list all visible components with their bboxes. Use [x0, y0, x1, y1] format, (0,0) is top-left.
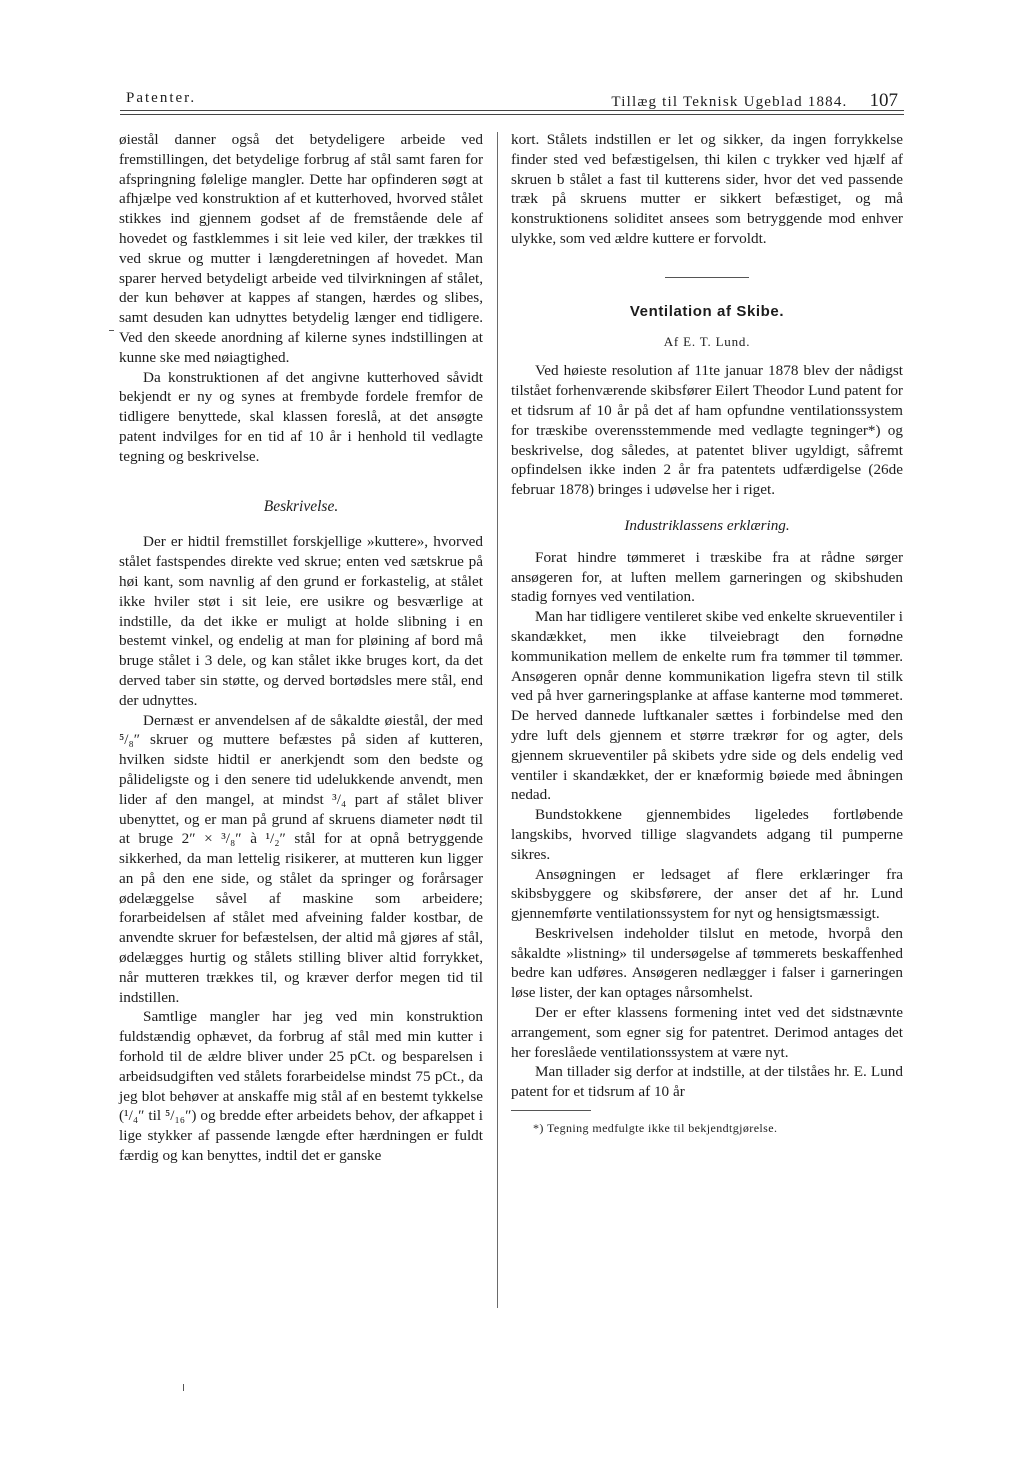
article-title: Ventilation af Skibe. [629, 302, 785, 320]
paragraph: Dernæst er anvendelsen af de såkaldte øiestål, der med ⁵/₈″ skruer og muttere befæstes på siden af kutteren, hvilken sidste hidtil er anerkjendt som den bedste og pålideligste og i den senere tid udelukkende anvendt, men lider af den mangel, at mindst ³/₄ part af stålet bliver ubenyttet, og er man på grund af skruens diameter nødt til at bruge 2″ × ³/₈″ à ¹/₂″ stål for at opnå betryggende sikkerhed, da man lettelig risikerer, at mutteren kun ligger an på den ene side, og stålet da springer og forårsager ødelæggelse såvel af maskine som arbeidere; forarbeidelsen af stålet med afveining falder kostbar, de anvendte skruer for befæstelsen, der altid må gjøres af stål, ødelægges hurtig og stålets stilling bliver altid forrykket, når mutteren trækkes til, og kræver derfor megen tid til indstillen. [119, 711, 483, 1006]
right-column [511, 130, 903, 1139]
paragraph: øiestål danner også det betydeligere arbeide ved fremstillingen, det betydelige forbrug af stål samt faren for afspringning følelige mangler. Dette har opfinderen søgt at afhjælpe ved konstruktion af et kutterhoved, hvorved stålet stikkes ind gjennem godset af de fremstående dele af hovedet og fastklemmes i sit leie ved kiler, der trækkes til ved skrue og mutter i længderetningen af hovedet. Man sparer herved betydeligt arbeide ved tilvirkningen af stålet, der kun behøver at kappes af stangen, hærdes og slibes, samt desuden kan udnyttes betydelig længer end tidligere. Ved den skeede anordning af kilerne synes indstillingen at kunne ske med nøiagtighed. [119, 131, 483, 366]
running-header [120, 86, 904, 112]
page-number: 107 [869, 90, 898, 111]
journal-name: Tillæg til Teknisk Ugeblad 1884. [611, 94, 848, 110]
column-divider [497, 132, 498, 1308]
paragraph: Forat hindre tømmeret i træskibe fra at rådne sørger ansøgeren for, at luften mellem garneringen og skibshuden stadig fornyes ved ventilation. [511, 548, 903, 606]
section-heading: Beskrivelse. [263, 497, 339, 515]
paragraph: Bundstokkene gjennembides ligeledes fortløbende langskibs, hvorved tillige slagvandets adgang til pumperne sikres. [511, 806, 903, 863]
paragraph: Ansøgningen er ledsaget af flere erklæringer fra skibsbyggere og skibsførere, der anser det af hr. Lund gjennemførte ventilationssystem for nyt og hensigtsmæssigt. [511, 865, 903, 923]
paragraph: Ved høieste resolution af 11te januar 1878 blev der nådigst tilstået forhenværende skibsfører Eilert Theodor Lund patent for et tidsrum af 10 år på det af ham opfundne ventilationssystem for træskibe overensstemmende med vedlagte tegninger*) og beskrivelse, dog således, at patentet bliver ugyldigt, såfremt opfindelsen ikke inden 2 år fra patentets udfærdigelse (26de februar 1878) bringes i udøvelse her i riget. [511, 362, 903, 499]
byline: Af E. T. Lund. [663, 333, 751, 349]
publication-title [611, 90, 898, 112]
paragraph: Da konstruktionen af det angivne kutterhoved såvidt bekjendt er ny og synes at frembyde fordele fremfor de tidligere benyttede, skal klassen foreslå, at det ansøgte patent indvilges for en tid af 10 år i henhold til vedlagte tegning og beskrivelse. [119, 368, 483, 465]
margin-mark [109, 330, 114, 331]
paragraph: Der er hidtil fremstillet forskjellige »kuttere», hvorved stålet fastspendes direkte ved skrue; enten ved sætskrue på høi kant, som navnlig af den grund er forkastelig, at stålet ikke hviler støt i sit leie, ere usikre og besværlige at indstille, da det ikke er muligt at holde slibning i en bestemt vinkel, og endelig at man for pløining af bord må bruge stålet i 3 dele, og kan stålet ikke bruges kort, da det derved taber sin støtte, og derved bortødsles mere stål, end der udnyttes. [119, 533, 483, 709]
footnote: *) Tegning medfulgte ikke til bekjendtgjørelse. [533, 1121, 778, 1136]
paragraph: Man tillader sig derfor at indstille, at der tilståes hr. E. Lund patent for et tidsrum af 10 år [511, 1063, 903, 1101]
subsection-heading: Industriklassens erklæring. [624, 516, 790, 534]
section-label: Patenter. [126, 90, 197, 106]
footnote-rule [511, 1110, 591, 1111]
paragraph: Samtlige mangler har jeg ved min konstruktion fuldstændig ophævet, da forbrug af stål med min kutter i forhold til de ældre bliver under 25 pCt. og besparelsen i arbeidsudgiften ved stålets forarbeidelse mindst 75 pCt., da jeg blot behøver at anskaffe mig stål af en bestemt tykkelse (¹/₄″ til ⁵/₁₆″) og bredde efter arbeidets behov, der afkappet i lige stykker af passende længde efter hærdningen er fuldt færdig og kan benyttes, indtil det er ganske [119, 1008, 483, 1165]
paragraph: kort. Stålets indstillen er let og sikker, da ingen forrykkelse finder sted ved befæstigelsen, thi kilen c trykker ved hjælf af skruen b stålet a fast til kutterens sider, hvor det ved passende træk på skruens mutter er sikkert befæstiget, og må konstruktionens soliditet ansees som betryggende mod enhver ulykke, som ved ældre kuttere er forvoldt. [511, 131, 903, 247]
header-rule [120, 110, 904, 115]
margin-mark [183, 1384, 184, 1391]
paragraph: Beskrivelsen indeholder tilslut en metode, hvorpå den såkaldte »listning» til undersøgelse af tømmerets beskaffenhed bedre kan udføres. Ansøgeren nedlægger i falser i garneringen løse lister, der kan optages nårsomhelst. [511, 924, 903, 1002]
left-column [119, 130, 483, 1166]
article-separator [665, 277, 749, 278]
paragraph: Man har tidligere ventileret skibe ved enkelte skrueventiler i skandækket, men ikke tilveiebragt den fornødne kommunikation mellem de enkelte rum fra tømmer til tømmer. Ansøgeren opnår denne kommunikation ligefra stevn til stilk ved på hver garneringsplanke at affase kanterne mod tømmeret. De herved dannede luftkanaler sættes i forbindelse med den ydre luft dels gjennem et større trækrør for og agter, dels gjennem skrueventiler på skibets ydre side og dels endelig ved ventiler i skandækket, der er knæformig bøiede med åbningen nedad. [511, 608, 903, 804]
paragraph: Der er efter klassens formening intet ved det sidstnævnte arrangement, som egner sig for patentret. Derimod antages det her foreslåede ventilationssystem at være nyt. [511, 1004, 903, 1061]
